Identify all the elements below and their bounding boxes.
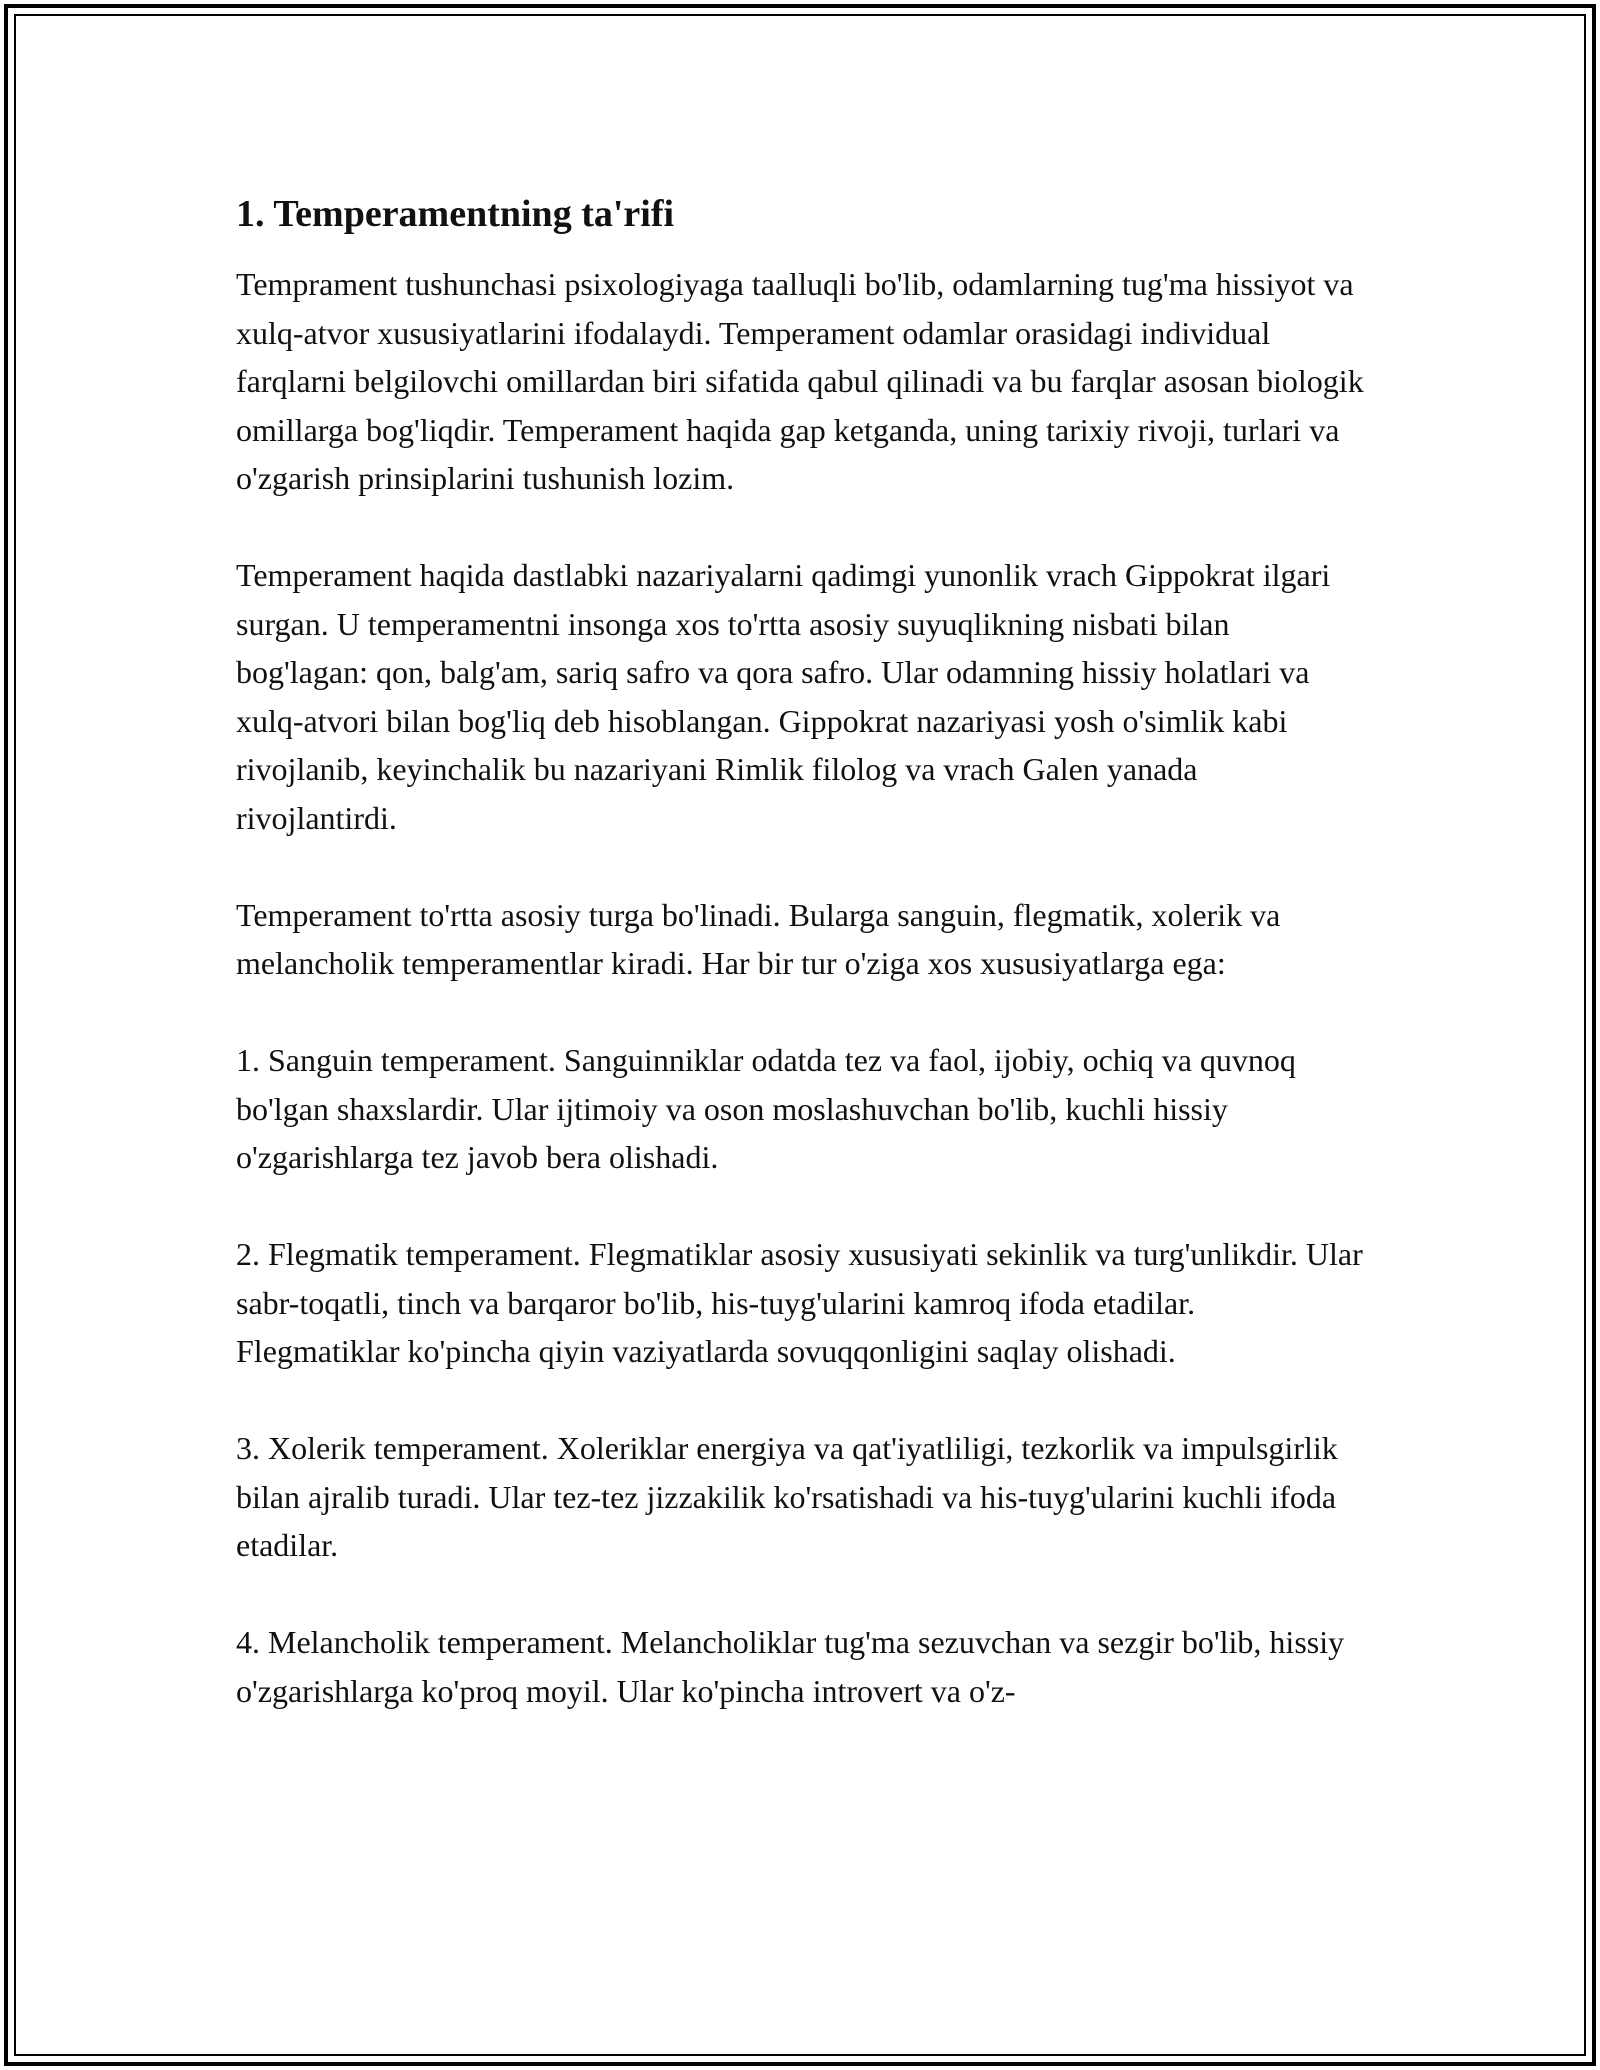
paragraph-sanguine: 1. Sanguin temperament. Sanguinniklar odatda tez va faol, ijobiy, ochiq va quvnoq bo'lgan shaxslardir. Ular ijtimoiy va oson moslashuvchan bo'lib, kuchli hissiy o'zgarishlarga tez javob bera olishadi.	[236, 1042, 1296, 1175]
paragraph-definition: Temprament tushunchasi psixologiyaga taalluqli bo'lib, odamlarning tug'ma hissiyot va xulq-atvor xususiyatlarini ifodalaydi. Temperament odamlar orasidagi individual farqlarni belgilovchi omillardan biri sifatida qabul qilinadi va bu farqlar asosan biologik omillarga bog'liqdir. Temperament haqida gap ketganda, uning tarixiy rivoji, turlari va o'zgarish prinsiplarini tushunish lozim.	[236, 266, 1364, 496]
paragraph-choleric: 3. Xolerik temperament. Xoleriklar energiya va qat'iyatliligi, tezkorlik va impulsgirlik bilan ajralib turadi. Ular tez-tez jizzakilik ko'rsatishadi va his-tuyg'ularini kuchli ifoda etadilar.	[236, 1430, 1338, 1563]
document-body	[236, 186, 1366, 1764]
paragraph-types-intro: Temperament to'rtta asosiy turga bo'linadi. Bularga sanguin, flegmatik, xolerik va melancholik temperamentlar kiradi. Har bir tur o'ziga xos xususiyatlarga ega:	[236, 896, 1281, 981]
section-heading: 1. Temperamentning ta'rifi	[236, 193, 675, 235]
paragraph-phlegmatic: 2. Flegmatik temperament. Flegmatiklar asosiy xususiyati sekinlik va turg'unlikdir. Ular sabr-toqatli, tinch va barqaror bo'lib, his-tuyg'ularini kamroq ifoda etadilar. Flegmatiklar ko'pincha qiyin vaziyatlarda sovuqqonligini saqlay olishadi.	[236, 1236, 1363, 1369]
paragraph-history: Temperament haqida dastlabki nazariyalarni qadimgi yunonlik vrach Gippokrat ilgari surgan. U temperamentni insonga xos to'rtta asosiy suyuqlikning nisbati bilan bog'lagan: qon, balg'am, sariq safro va qora safro. Ular odamning hissiy holatlari va xulq-atvori bilan bog'liq deb hisoblangan. Gippokrat nazariyasi yosh o'simlik kabi rivojlanib, keyinchalik bu nazariyani Rimlik filolog va vrach Galen yanada rivojlantirdi.	[236, 557, 1331, 836]
paragraph-melancholic: 4. Melancholik temperament. Melancholiklar tug'ma sezuvchan va sezgir bo'lib, hissiy o'zgarishlarga ko'proq moyil. Ular ko'pincha introvert va o'z-	[236, 1624, 1345, 1709]
